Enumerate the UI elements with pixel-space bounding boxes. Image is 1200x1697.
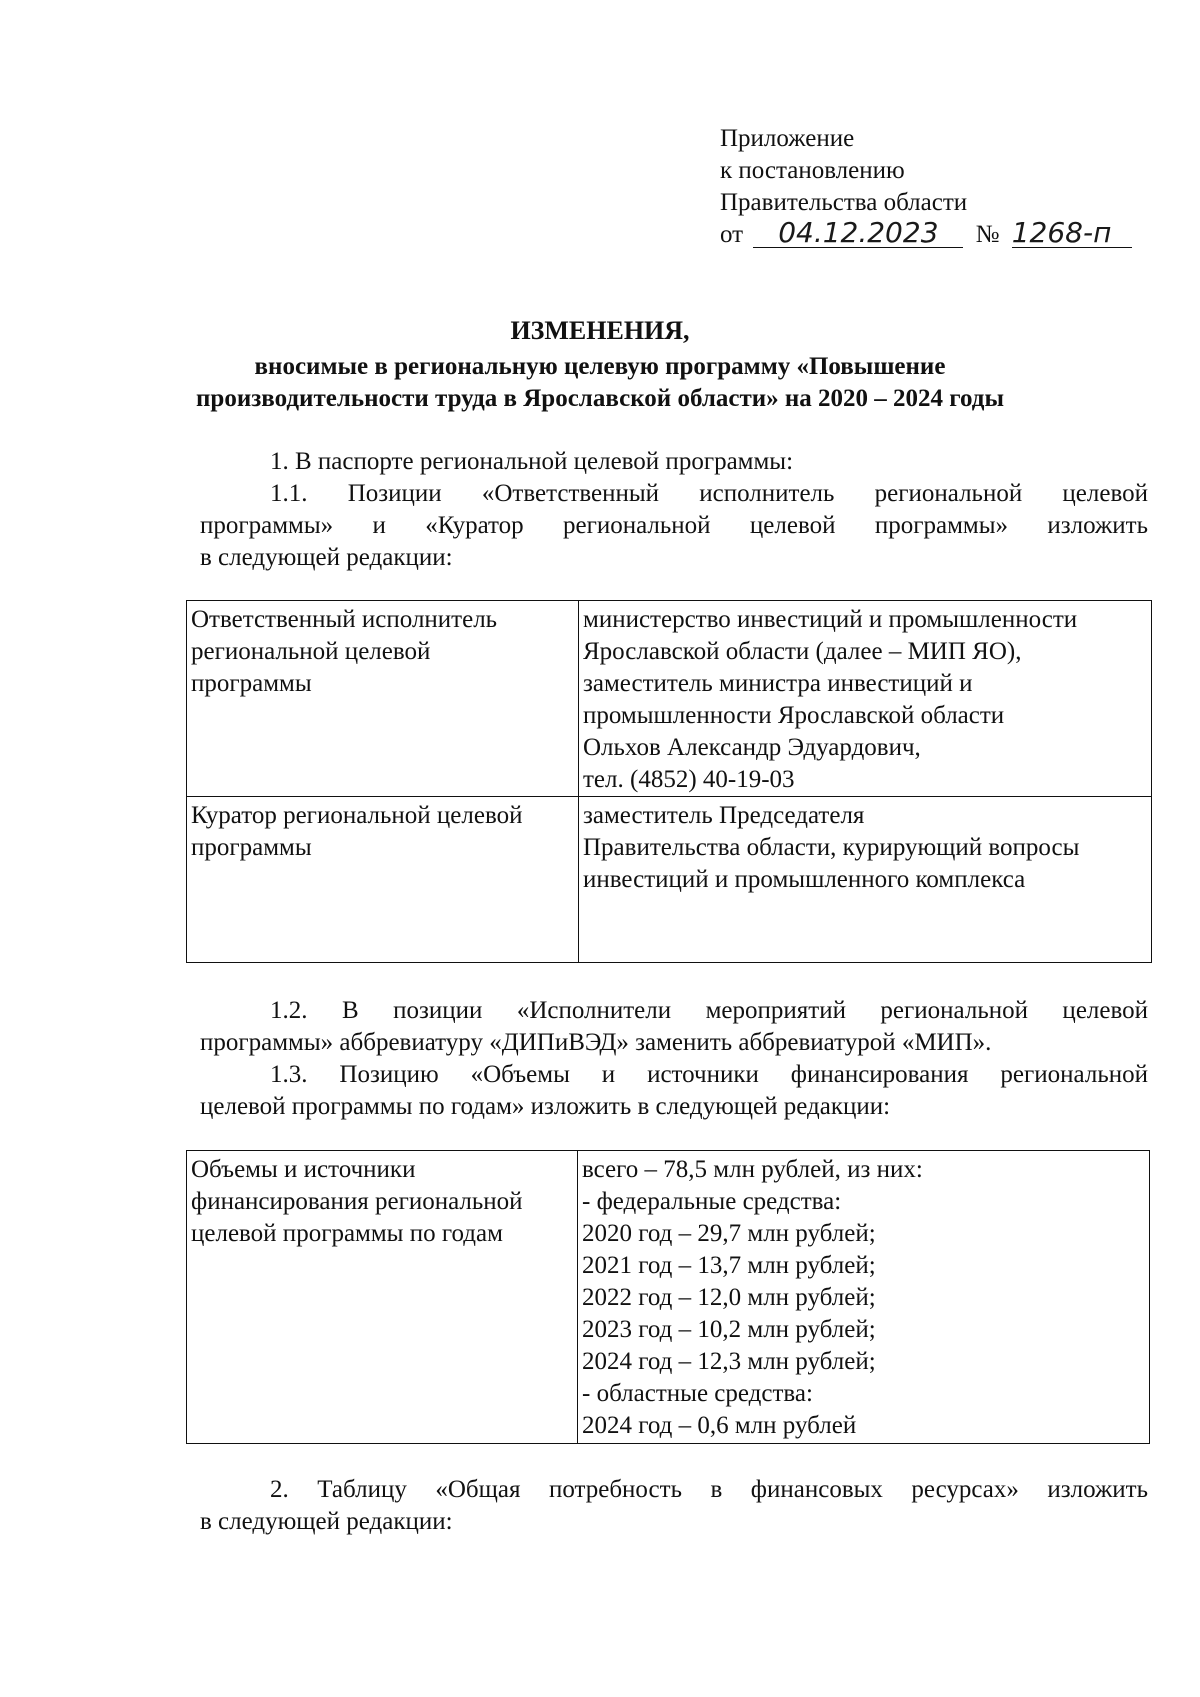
cell-line: Куратор региональной целевой bbox=[191, 802, 523, 829]
cell-line: 2021 год – 13,7 млн рублей; bbox=[582, 1252, 876, 1279]
cell-line: программы bbox=[191, 670, 312, 697]
document-subtitle: вносимые в региональную целевую программу «Повышение bbox=[254, 353, 946, 380]
cell-line: - областные средства: bbox=[582, 1380, 813, 1407]
cell-line: заместитель министра инвестиций и bbox=[583, 670, 973, 697]
document-subtitle: производительности труда в Ярославской области» на 2020 – 2024 годы bbox=[196, 385, 1004, 412]
table-cell-value bbox=[579, 601, 1152, 797]
section-1-heading: 1. В паспорте региональной целевой программы: bbox=[270, 448, 794, 475]
handwritten-date: 04.12.2023 bbox=[753, 219, 963, 248]
paragraph-1-1: в следующей редакции: bbox=[200, 544, 453, 571]
annex-line: Приложение bbox=[720, 125, 855, 152]
table-row bbox=[187, 1151, 1150, 1444]
responsibility-table bbox=[186, 600, 1152, 963]
section-2: в следующей редакции: bbox=[200, 1508, 453, 1535]
cell-line: 2023 год – 10,2 млн рублей; bbox=[582, 1316, 876, 1343]
financing-table bbox=[186, 1150, 1150, 1444]
cell-line: Правительства области, курирующий вопросы bbox=[583, 834, 1080, 861]
paragraph-1-1: 1.1. Позиции «Ответственный исполнитель региональной целевой bbox=[270, 480, 1148, 507]
paragraph-1-1: программы» и «Куратор региональной целевой программы» изложить bbox=[200, 512, 1148, 539]
cell-line: инвестиций и промышленного комплекса bbox=[583, 866, 1026, 893]
table-cell-label bbox=[187, 601, 579, 797]
paragraph-1-2: 1.2. В позиции «Исполнители мероприятий региональной целевой bbox=[270, 997, 1148, 1024]
table-cell-value bbox=[579, 797, 1152, 963]
cell-line: 2024 год – 0,6 млн рублей bbox=[582, 1412, 857, 1439]
cell-line: министерство инвестиций и промышленности bbox=[583, 606, 1078, 633]
cell-line: 2024 год – 12,3 млн рублей; bbox=[582, 1348, 876, 1375]
cell-line: Ольхов Александр Эдуардович, bbox=[583, 734, 921, 761]
cell-line: Объемы и источники bbox=[191, 1156, 416, 1183]
date-prefix: от bbox=[720, 221, 744, 248]
cell-line: заместитель Председателя bbox=[583, 802, 865, 829]
cell-line: 2020 год – 29,7 млн рублей; bbox=[582, 1220, 876, 1247]
section-2: 2. Таблицу «Общая потребность в финансовых ресурсах» изложить bbox=[270, 1476, 1148, 1503]
number-prefix: № bbox=[975, 221, 1000, 248]
handwritten-number: 1268-п bbox=[1012, 219, 1132, 248]
paragraph-1-3: 1.3. Позицию «Объемы и источники финансирования региональной bbox=[270, 1061, 1148, 1088]
table-cell-value bbox=[578, 1151, 1150, 1444]
cell-line: 2022 год – 12,0 млн рублей; bbox=[582, 1284, 876, 1311]
cell-line: тел. (4852) 40-19-03 bbox=[583, 766, 795, 793]
cell-line: целевой программы по годам bbox=[191, 1220, 503, 1247]
annex-line: Правительства области bbox=[720, 189, 968, 216]
cell-line: финансирования региональной bbox=[191, 1188, 523, 1215]
document-title: ИЗМЕНЕНИЯ, bbox=[510, 316, 690, 345]
annex-line: к постановлению bbox=[720, 157, 905, 184]
annex-date-line bbox=[720, 216, 1132, 251]
cell-line: промышленности Ярославской области bbox=[583, 702, 1005, 729]
paragraph-1-2: программы» аббревиатуру «ДИПиВЭД» заменить аббревиатурой «МИП». bbox=[200, 1029, 992, 1056]
cell-line: Ответственный исполнитель bbox=[191, 606, 498, 633]
table-row bbox=[187, 797, 1152, 963]
paragraph-1-3: целевой программы по годам» изложить в следующей редакции: bbox=[200, 1093, 891, 1120]
table-cell-label bbox=[187, 797, 579, 963]
cell-line: региональной целевой bbox=[191, 638, 431, 665]
cell-line: Ярославской области (далее – МИП ЯО), bbox=[583, 638, 1022, 665]
cell-line: - федеральные средства: bbox=[582, 1188, 842, 1215]
cell-line: программы bbox=[191, 834, 312, 861]
table-cell-label bbox=[187, 1151, 578, 1444]
annex-block bbox=[720, 123, 1132, 251]
table-row bbox=[187, 601, 1152, 797]
cell-line: всего – 78,5 млн рублей, из них: bbox=[582, 1156, 923, 1183]
